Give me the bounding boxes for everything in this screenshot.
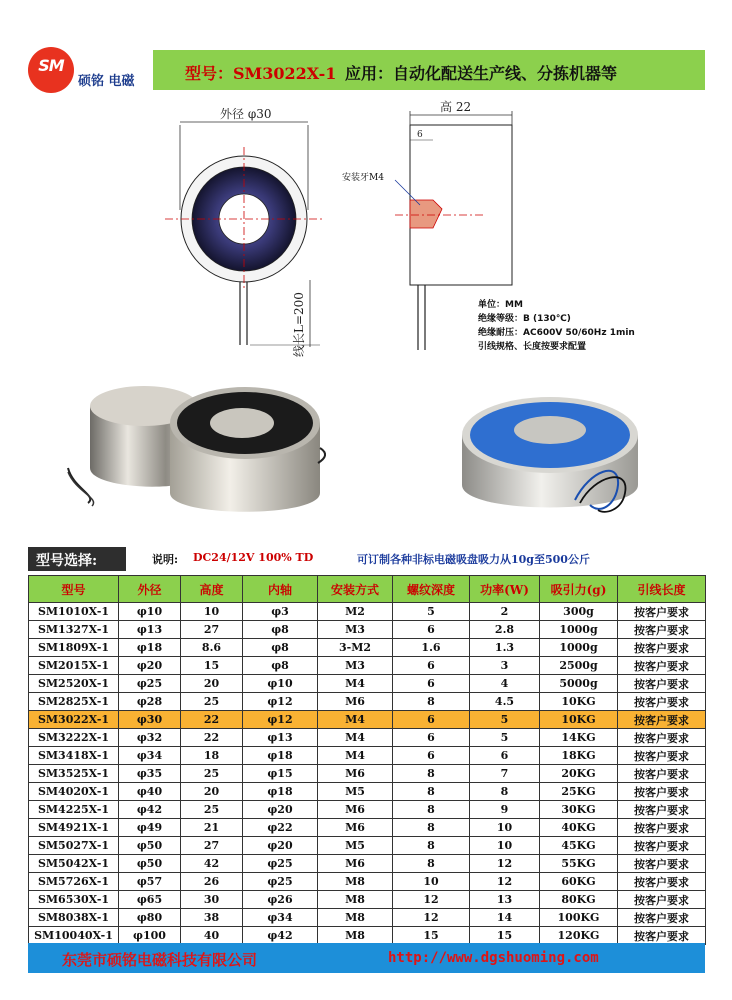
cell-power: 14 (470, 909, 540, 927)
cell-height: 20 (181, 675, 243, 693)
cell-mounting: M6 (318, 801, 393, 819)
cell-holding-force: 300g (540, 603, 618, 621)
cell-holding-force: 80KG (540, 891, 618, 909)
cell-thread-depth: 10 (393, 873, 470, 891)
cell-height: 15 (181, 657, 243, 675)
cell-thread-depth: 1.6 (393, 639, 470, 657)
cell-lead-length: 按客户要求 (618, 855, 706, 873)
cell-outer-diameter: φ10 (119, 603, 181, 621)
cell-inner-shaft: φ34 (243, 909, 318, 927)
cell-lead-length: 按客户要求 (618, 621, 706, 639)
cell-power: 12 (470, 855, 540, 873)
cell-model: SM4225X-1 (29, 801, 119, 819)
cell-lead-length: 按客户要求 (618, 747, 706, 765)
cell-holding-force: 45KG (540, 837, 618, 855)
cell-holding-force: 100KG (540, 909, 618, 927)
cell-height: 21 (181, 819, 243, 837)
cell-outer-diameter: φ80 (119, 909, 181, 927)
header-model: 型号 (29, 576, 119, 603)
cell-mounting: M6 (318, 855, 393, 873)
cell-height: 20 (181, 783, 243, 801)
cell-holding-force: 30KG (540, 801, 618, 819)
table-row (29, 819, 706, 837)
header-outer-diameter: 外径 (119, 576, 181, 603)
mount-thread-label: 安装牙M4 (342, 173, 384, 183)
cell-mounting: M4 (318, 729, 393, 747)
cell-height: 27 (181, 621, 243, 639)
cell-outer-diameter: φ28 (119, 693, 181, 711)
model-select-label: 型号选择: (36, 553, 98, 569)
cell-mounting: M2 (318, 603, 393, 621)
cell-lead-length: 按客户要求 (618, 837, 706, 855)
cell-power: 5 (470, 711, 540, 729)
table-row (29, 837, 706, 855)
note-insulation-class: 绝缘等级：B (130℃) (478, 314, 571, 324)
note-unit: 单位：MM (478, 300, 523, 310)
table-row (29, 711, 706, 729)
product-photo-right (440, 375, 670, 535)
cell-power: 6 (470, 747, 540, 765)
cell-holding-force: 5000g (540, 675, 618, 693)
cell-inner-shaft: φ3 (243, 603, 318, 621)
cell-lead-length: 按客户要求 (618, 711, 706, 729)
cell-inner-shaft: φ12 (243, 693, 318, 711)
table-row (29, 675, 706, 693)
table-header-row (29, 576, 706, 603)
outer-diameter-label: 外径 φ30 (220, 107, 272, 121)
cell-height: 10 (181, 603, 243, 621)
cell-outer-diameter: φ20 (119, 657, 181, 675)
cell-holding-force: 40KG (540, 819, 618, 837)
cell-inner-shaft: φ12 (243, 711, 318, 729)
cell-holding-force: 55KG (540, 855, 618, 873)
header-holding-force: 吸引力(g) (540, 576, 618, 603)
cell-mounting: M6 (318, 819, 393, 837)
cell-power: 3 (470, 657, 540, 675)
note-lead-spec: 引线规格、长度按要求配置 (478, 342, 587, 352)
cell-thread-depth: 6 (393, 675, 470, 693)
cell-lead-length: 按客户要求 (618, 909, 706, 927)
cell-inner-shaft: φ8 (243, 657, 318, 675)
cell-model: SM3022X-1 (29, 711, 119, 729)
cell-model: SM4921X-1 (29, 819, 119, 837)
cell-model: SM2015X-1 (29, 657, 119, 675)
cell-thread-depth: 8 (393, 801, 470, 819)
header-inner-shaft: 内轴 (243, 576, 318, 603)
cell-height: 26 (181, 873, 243, 891)
table-row (29, 855, 706, 873)
cell-inner-shaft: φ15 (243, 765, 318, 783)
thread-depth-label: 6 (417, 130, 423, 140)
cell-inner-shaft: φ22 (243, 819, 318, 837)
cell-inner-shaft: φ18 (243, 783, 318, 801)
cell-model: SM5042X-1 (29, 855, 119, 873)
cell-power: 10 (470, 837, 540, 855)
header-height: 高度 (181, 576, 243, 603)
header-power: 功率(W) (470, 576, 540, 603)
cell-holding-force: 14KG (540, 729, 618, 747)
cell-height: 25 (181, 765, 243, 783)
table-row (29, 729, 706, 747)
cell-outer-diameter: φ30 (119, 711, 181, 729)
cell-holding-force: 1000g (540, 621, 618, 639)
cell-power: 10 (470, 819, 540, 837)
table-row (29, 891, 706, 909)
table-row (29, 801, 706, 819)
cell-height: 40 (181, 927, 243, 945)
cell-mounting: 3-M2 (318, 639, 393, 657)
cell-power: 8 (470, 783, 540, 801)
cell-model: SM10040X-1 (29, 927, 119, 945)
cell-height: 27 (181, 837, 243, 855)
cell-mounting: M4 (318, 747, 393, 765)
cell-thread-depth: 5 (393, 603, 470, 621)
spec-notes (478, 298, 635, 354)
footer-url[interactable]: http://www.dgshuoming.com (388, 950, 599, 966)
cell-height: 22 (181, 729, 243, 747)
cell-height: 25 (181, 693, 243, 711)
cell-model: SM8038X-1 (29, 909, 119, 927)
note-label: 说明: (152, 553, 179, 566)
cell-lead-length: 按客户要求 (618, 675, 706, 693)
cell-height: 8.6 (181, 639, 243, 657)
cell-model: SM1327X-1 (29, 621, 119, 639)
cell-power: 9 (470, 801, 540, 819)
cell-power: 4 (470, 675, 540, 693)
cell-mounting: M5 (318, 837, 393, 855)
cell-thread-depth: 8 (393, 783, 470, 801)
cell-lead-length: 按客户要求 (618, 891, 706, 909)
cell-model: SM1809X-1 (29, 639, 119, 657)
cell-outer-diameter: φ49 (119, 819, 181, 837)
cell-thread-depth: 6 (393, 729, 470, 747)
cell-height: 30 (181, 891, 243, 909)
height-label: 高 22 (440, 100, 472, 114)
cell-model: SM4020X-1 (29, 783, 119, 801)
cell-model: SM3418X-1 (29, 747, 119, 765)
spec-table-body (29, 603, 706, 945)
cell-power: 4.5 (470, 693, 540, 711)
cell-outer-diameter: φ18 (119, 639, 181, 657)
cell-thread-depth: 8 (393, 819, 470, 837)
header-lead-length: 引线长度 (618, 576, 706, 603)
cell-lead-length: 按客户要求 (618, 873, 706, 891)
cell-outer-diameter: φ50 (119, 837, 181, 855)
cell-inner-shaft: φ25 (243, 855, 318, 873)
cell-holding-force: 1000g (540, 639, 618, 657)
application-title: 应用：自动化配送生产线、分拣机器等 (345, 64, 618, 83)
cell-power: 1.3 (470, 639, 540, 657)
cell-model: SM6530X-1 (29, 891, 119, 909)
cell-power: 15 (470, 927, 540, 945)
cell-inner-shaft: φ8 (243, 621, 318, 639)
cell-inner-shaft: φ13 (243, 729, 318, 747)
cell-outer-diameter: φ35 (119, 765, 181, 783)
cell-thread-depth: 6 (393, 747, 470, 765)
cell-model: SM3222X-1 (29, 729, 119, 747)
cell-height: 18 (181, 747, 243, 765)
cell-thread-depth: 8 (393, 693, 470, 711)
cell-holding-force: 2500g (540, 657, 618, 675)
cell-model: SM2825X-1 (29, 693, 119, 711)
footer-company: 东莞市硕铭电磁科技有限公司 (62, 951, 258, 969)
cell-outer-diameter: φ57 (119, 873, 181, 891)
table-row (29, 909, 706, 927)
cell-mounting: M4 (318, 675, 393, 693)
cell-power: 5 (470, 729, 540, 747)
cell-thread-depth: 12 (393, 891, 470, 909)
cell-lead-length: 按客户要求 (618, 729, 706, 747)
header-mounting: 安装方式 (318, 576, 393, 603)
cell-power: 2.8 (470, 621, 540, 639)
table-row (29, 873, 706, 891)
cell-mounting: M6 (318, 765, 393, 783)
cell-lead-length: 按客户要求 (618, 657, 706, 675)
cell-height: 22 (181, 711, 243, 729)
cell-outer-diameter: φ40 (119, 783, 181, 801)
cell-holding-force: 10KG (540, 693, 618, 711)
cell-inner-shaft: φ20 (243, 837, 318, 855)
cell-model: SM5726X-1 (29, 873, 119, 891)
cell-thread-depth: 8 (393, 765, 470, 783)
cell-mounting: M6 (318, 693, 393, 711)
cell-inner-shaft: φ26 (243, 891, 318, 909)
cell-mounting: M8 (318, 873, 393, 891)
cell-mounting: M5 (318, 783, 393, 801)
cell-power: 2 (470, 603, 540, 621)
cell-model: SM2520X-1 (29, 675, 119, 693)
cell-holding-force: 20KG (540, 765, 618, 783)
cell-lead-length: 按客户要求 (618, 801, 706, 819)
cell-lead-length: 按客户要求 (618, 819, 706, 837)
cell-thread-depth: 12 (393, 909, 470, 927)
cell-holding-force: 60KG (540, 873, 618, 891)
cell-inner-shaft: φ42 (243, 927, 318, 945)
cell-model: SM3525X-1 (29, 765, 119, 783)
cell-power: 13 (470, 891, 540, 909)
logo-text: SM (38, 56, 64, 75)
table-row (29, 693, 706, 711)
table-row (29, 747, 706, 765)
table-row (29, 765, 706, 783)
cell-inner-shaft: φ8 (243, 639, 318, 657)
cell-lead-length: 按客户要求 (618, 783, 706, 801)
note-insulation-voltage: 绝缘耐压：AC600V 50/60Hz 1min (478, 328, 635, 338)
cell-thread-depth: 8 (393, 855, 470, 873)
cell-mounting: M8 (318, 909, 393, 927)
cell-power: 7 (470, 765, 540, 783)
cell-outer-diameter: φ65 (119, 891, 181, 909)
cell-outer-diameter: φ42 (119, 801, 181, 819)
table-row (29, 621, 706, 639)
cell-height: 38 (181, 909, 243, 927)
custom-order-note: 可订制各种非标电磁吸盘吸力从10g至500公斤 (357, 553, 590, 566)
cell-mounting: M3 (318, 657, 393, 675)
cell-lead-length: 按客户要求 (618, 639, 706, 657)
voltage-note: DC24/12V 100% TD (193, 551, 314, 564)
product-photo-left (28, 368, 328, 533)
cell-inner-shaft: φ10 (243, 675, 318, 693)
cell-mounting: M8 (318, 927, 393, 945)
spec-table (28, 575, 706, 945)
table-row (29, 603, 706, 621)
table-row (29, 927, 706, 945)
cell-thread-depth: 6 (393, 657, 470, 675)
cell-outer-diameter: φ32 (119, 729, 181, 747)
cell-model: SM5027X-1 (29, 837, 119, 855)
cell-outer-diameter: φ25 (119, 675, 181, 693)
cell-lead-length: 按客户要求 (618, 765, 706, 783)
cell-inner-shaft: φ20 (243, 801, 318, 819)
header-thread-depth: 螺纹深度 (393, 576, 470, 603)
cell-thread-depth: 8 (393, 837, 470, 855)
cell-holding-force: 10KG (540, 711, 618, 729)
cell-lead-length: 按客户要求 (618, 927, 706, 945)
cell-outer-diameter: φ34 (119, 747, 181, 765)
cell-mounting: M8 (318, 891, 393, 909)
model-title: 型号：SM3022X-1 (185, 64, 337, 83)
cell-lead-length: 按客户要求 (618, 603, 706, 621)
cell-lead-length: 按客户要求 (618, 693, 706, 711)
cell-mounting: M3 (318, 621, 393, 639)
cell-holding-force: 120KG (540, 927, 618, 945)
cell-thread-depth: 15 (393, 927, 470, 945)
cell-outer-diameter: φ100 (119, 927, 181, 945)
cell-model: SM1010X-1 (29, 603, 119, 621)
cell-holding-force: 18KG (540, 747, 618, 765)
cell-thread-depth: 6 (393, 621, 470, 639)
cell-height: 25 (181, 801, 243, 819)
cell-outer-diameter: φ50 (119, 855, 181, 873)
lead-length-label: 线长L=200 (292, 292, 306, 357)
table-row (29, 657, 706, 675)
company-short-name: 硕铭 电磁 (78, 74, 135, 89)
table-row (29, 639, 706, 657)
cell-height: 42 (181, 855, 243, 873)
cell-mounting: M4 (318, 711, 393, 729)
cell-inner-shaft: φ25 (243, 873, 318, 891)
cell-holding-force: 25KG (540, 783, 618, 801)
cell-outer-diameter: φ13 (119, 621, 181, 639)
cell-power: 12 (470, 873, 540, 891)
table-row (29, 783, 706, 801)
cell-thread-depth: 6 (393, 711, 470, 729)
cell-inner-shaft: φ18 (243, 747, 318, 765)
